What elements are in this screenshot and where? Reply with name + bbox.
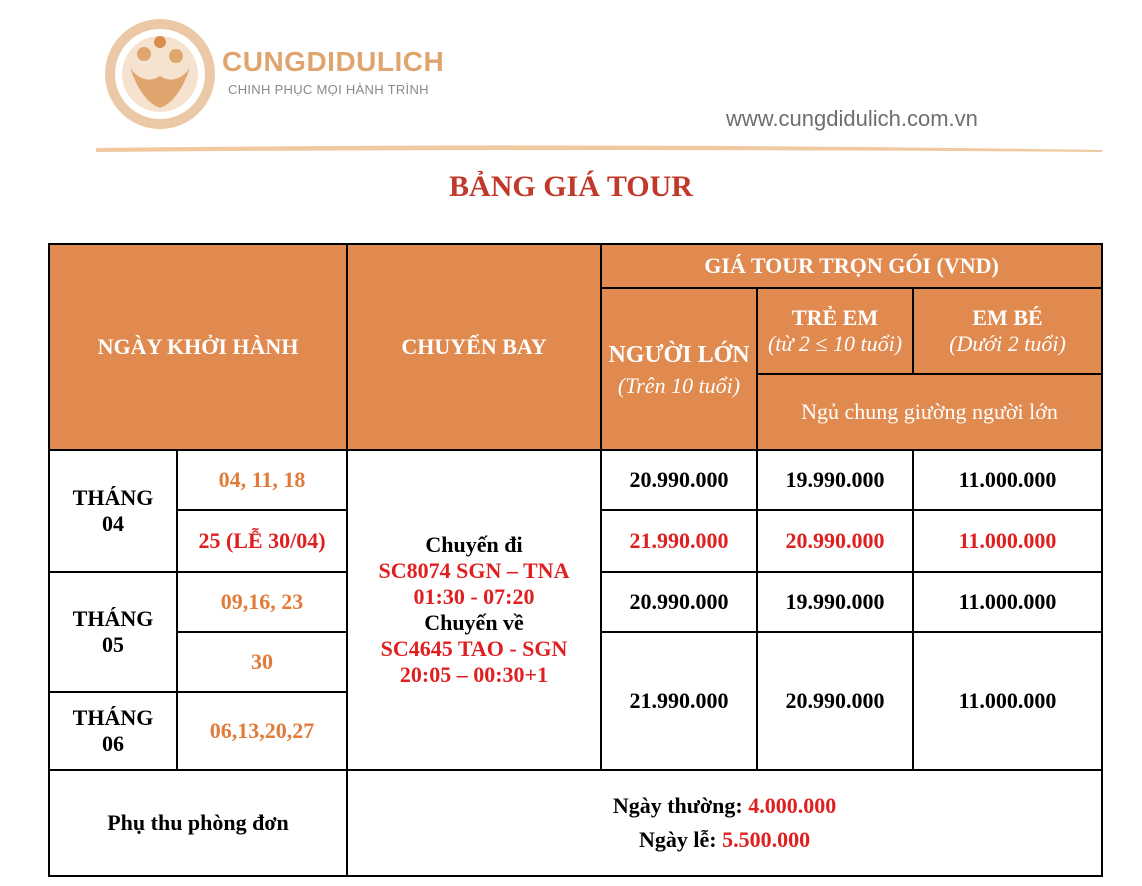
flight-out-code: SC8074 SGN – TNA xyxy=(378,558,570,583)
price-table xyxy=(48,243,1103,877)
header-adult-age: (Trên 10 tuổi) xyxy=(617,372,741,398)
flight-return-label: Chuyến về xyxy=(424,610,524,635)
flight-out-time: 01:30 - 07:20 xyxy=(413,584,535,609)
brand-name: CUNGDIDULICH xyxy=(222,46,445,77)
table-row xyxy=(49,450,1102,510)
price-baby: 11.000.000 xyxy=(913,572,1102,632)
departure-dates: 09,16, 23 xyxy=(177,572,347,632)
page-title: BẢNG GIÁ TOUR xyxy=(449,170,693,203)
month-number: 04 xyxy=(102,511,124,536)
price-adult: 20.990.000 xyxy=(601,450,757,510)
brand-tagline: CHINH PHỤC MỌI HÀNH TRÌNH xyxy=(228,82,429,97)
header-baby-label: EM BÉ xyxy=(972,305,1043,330)
flight-info xyxy=(347,450,601,770)
surcharge-weekday xyxy=(348,793,1101,819)
surcharge-holiday-label: Ngày lễ: xyxy=(638,827,717,852)
month-cell xyxy=(49,450,177,572)
header-child xyxy=(757,288,913,374)
header-package-price: GIÁ TOUR TRỌN GÓI (VND) xyxy=(601,244,1102,288)
month-cell xyxy=(49,572,177,692)
price-adult: 20.990.000 xyxy=(601,572,757,632)
surcharge-label: Phụ thu phòng đơn xyxy=(49,770,347,876)
departure-dates: 04, 11, 18 xyxy=(177,450,347,510)
price-baby: 11.000.000 xyxy=(913,450,1102,510)
departure-dates: 30 xyxy=(177,632,347,692)
logo-icon xyxy=(100,16,220,130)
price-baby: 11.000.000 xyxy=(913,510,1102,572)
month-label: THÁNG xyxy=(72,705,154,730)
departure-dates: 25 (LỄ 30/04) xyxy=(177,510,347,572)
surcharge-holiday xyxy=(348,827,1101,853)
page-header xyxy=(0,0,1142,160)
month-cell xyxy=(49,692,177,770)
month-number: 06 xyxy=(102,731,124,756)
month-label: THÁNG xyxy=(72,485,154,510)
surcharge-weekday-value: 4.000.000 xyxy=(748,793,837,818)
price-child: 19.990.000 xyxy=(757,572,913,632)
flight-return-time: 20:05 – 00:30+1 xyxy=(399,662,549,687)
price-child: 20.990.000 xyxy=(757,632,913,770)
header-child-age: (từ 2 ≤ 10 tuổi) xyxy=(767,331,903,356)
flight-return-code: SC4645 TAO - SGN xyxy=(380,636,568,661)
month-label: THÁNG xyxy=(72,606,154,631)
header-baby-age: (Dưới 2 tuổi) xyxy=(949,331,1066,356)
header-child-label: TRẺ EM xyxy=(791,305,879,330)
price-child: 20.990.000 xyxy=(757,510,913,572)
surcharge-row xyxy=(49,770,1102,876)
header-share-bed: Ngủ chung giường người lớn xyxy=(757,374,1102,450)
month-number: 05 xyxy=(102,632,124,657)
surcharge-values xyxy=(347,770,1102,876)
departure-dates: 06,13,20,27 xyxy=(177,692,347,770)
price-baby: 11.000.000 xyxy=(913,632,1102,770)
header-adult xyxy=(601,288,757,450)
surcharge-holiday-value: 5.500.000 xyxy=(722,827,811,852)
price-adult: 21.990.000 xyxy=(601,632,757,770)
price-child: 19.990.000 xyxy=(757,450,913,510)
price-adult: 21.990.000 xyxy=(601,510,757,572)
header-departure: NGÀY KHỞI HÀNH xyxy=(49,244,347,450)
website-link[interactable]: www.cungdidulich.com.vn xyxy=(726,106,978,131)
header-flight: CHUYẾN BAY xyxy=(347,244,601,450)
surcharge-weekday-label: Ngày thường: xyxy=(612,793,743,818)
header-baby xyxy=(913,288,1102,374)
flight-out-label: Chuyến đi xyxy=(425,532,523,557)
header-divider xyxy=(96,142,1102,156)
header-adult-label: NGƯỜI LỚN xyxy=(608,341,750,368)
